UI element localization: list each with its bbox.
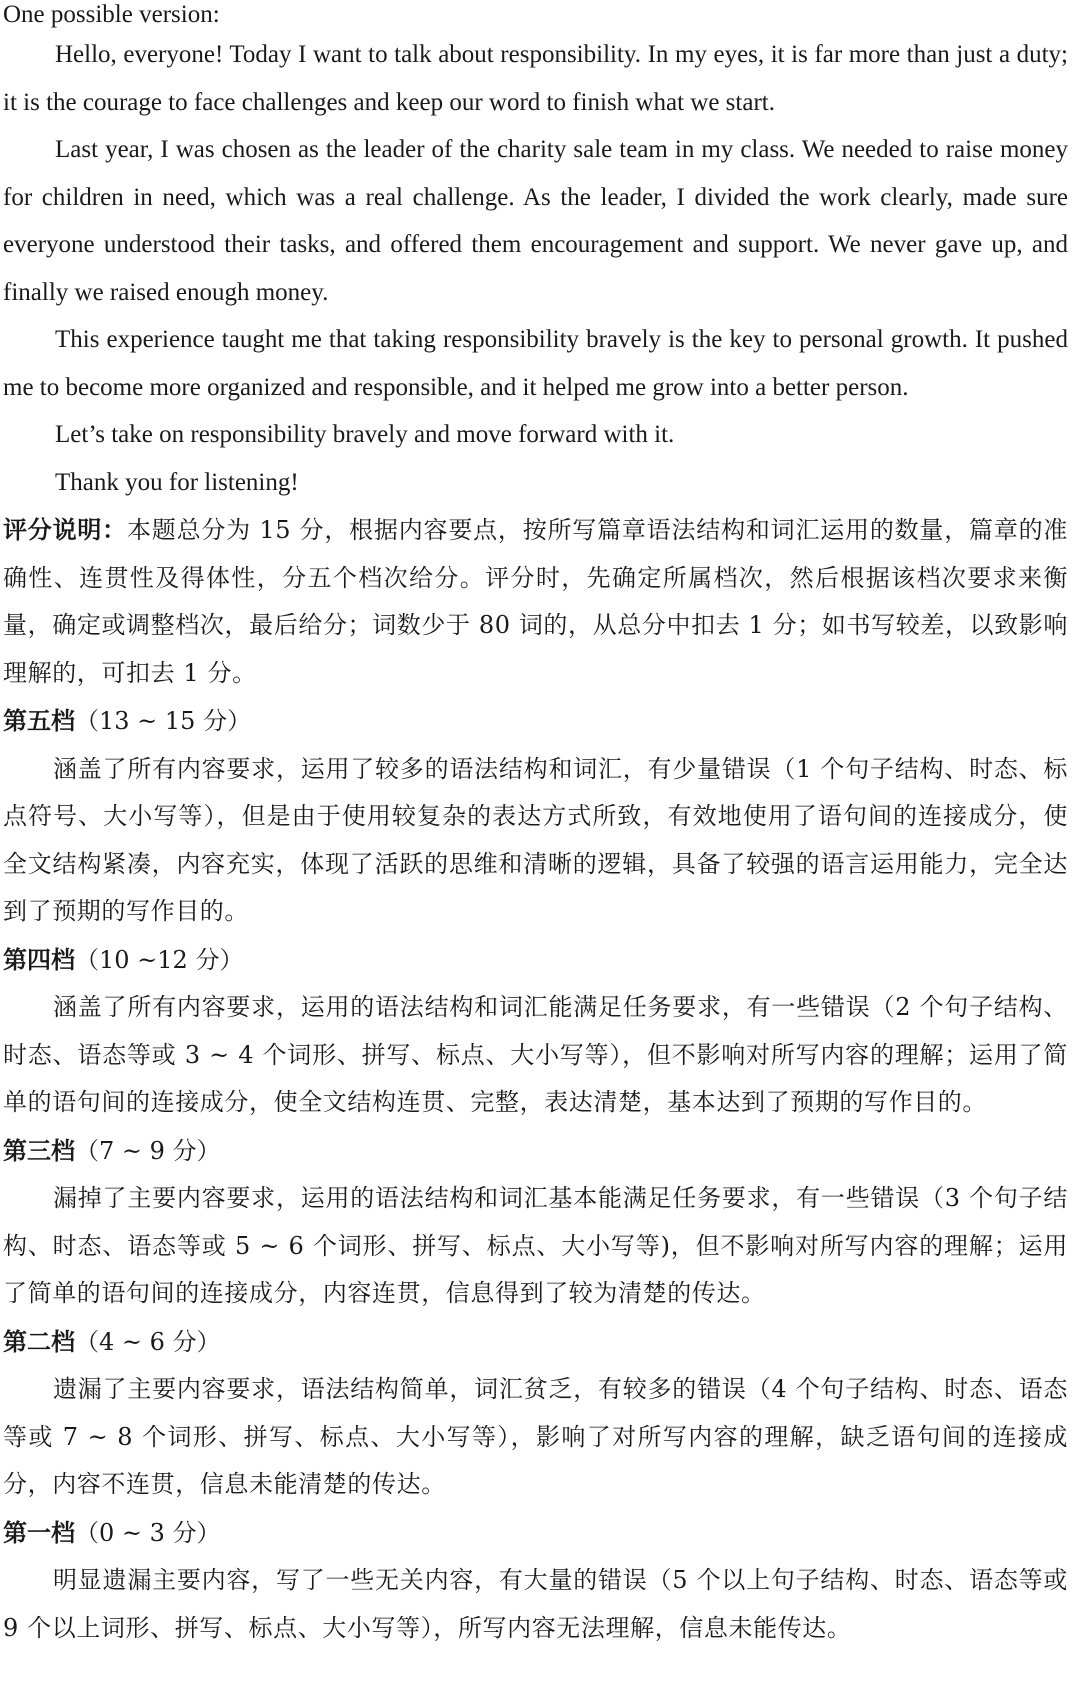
level-name: 第一档 xyxy=(3,1517,75,1547)
level-heading xyxy=(3,1509,1068,1558)
level-name: 第二档 xyxy=(3,1326,75,1356)
level-name: 第四档 xyxy=(3,944,75,974)
level-heading xyxy=(3,1127,1068,1176)
rubric-intro xyxy=(3,506,1068,697)
essay-paragraph: Let’s take on responsibility bravely and move forward with it. xyxy=(55,421,675,448)
essay-paragraph: Thank you for listening! xyxy=(55,468,299,496)
essay-paragraph: This experience taught me that taking responsibility bravely is the key to personal growth. It pushed me to become more organized and responsible, and it helped me grow into a better person. xyxy=(3,326,1068,401)
level-name: 第三档 xyxy=(3,1135,75,1165)
level-name: 第五档 xyxy=(3,706,75,735)
level-heading xyxy=(3,936,1068,985)
level-description: 涵盖了所有内容要求，运用了较多的语法结构和词汇，有少量错误（1 个句子结构、时态、标点符号、大小写等），但是由于使用较复杂的表达方式所致，有效地使用了语句间的连接成分，使全文结构紧凑，内容充实，体现了活跃的思维和清晰的逻辑，具备了较强的语言运用能力，完全达到了预期的写作目的。 xyxy=(3,754,1068,925)
level-description: 涵盖了所有内容要求，运用的语法结构和词汇能满足任务要求，有一些错误（2 个句子结构、时态、语态等或 3 ~ 4 个词形、拼写、标点、大小写等），但不影响对所写内容的理解；运用了简单的语句间的连接成分，使全文结构连贯、完整，表达清楚，基本达到了预期的写作目的。 xyxy=(3,993,1068,1116)
level-heading xyxy=(3,1318,1068,1367)
level-range: （4 ~ 6 分） xyxy=(75,1327,221,1356)
level-description: 漏掉了主要内容要求，运用的语法结构和词汇基本能满足任务要求，有一些错误（3 个句子结构、时态、语态等或 5 ~ 6 个词形、拼写、标点、大小写等)，但不影响对所写内容的理解；运用了简单的语句间的连接成分，内容连贯，信息得到了较为清楚的传达。 xyxy=(3,1184,1068,1307)
rubric-intro-label: 评分说明： xyxy=(3,515,127,544)
level-description: 明显遗漏主要内容，写了一些无关内容，有大量的错误（5 个以上句子结构、时态、语态等或 9 个以上词形、拼写、标点、大小写等），所写内容无法理解，信息未能传达。 xyxy=(3,1566,1068,1642)
rubric-intro-text: 本题总分为 15 分，根据内容要点，按所写篇章语法结构和词汇运用的数量，篇章的准确性、连贯性及得体性，分五个档次给分。评分时，先确定所属档次，然后根据该档次要求来衡量，确定或调整档次，最后给分；词数少于 80 词的，从总分中扣去 1 分；如书写较差，以致影响理解的，可扣去 1 分。 xyxy=(3,516,1069,687)
level-range: （0 ~ 3 分） xyxy=(75,1518,221,1547)
level-range: （7 ~ 9 分） xyxy=(75,1136,221,1165)
level-heading xyxy=(3,697,1068,746)
sample-essay xyxy=(3,31,1068,506)
essay-paragraph: Last year, I was chosen as the leader of the charity sale team in my class. We needed to raise money for children in need, which was a real challenge. As the leader, I divided the work clearly, made sure everyone understood their tasks, and offered them encouragement and support. We never gave up, and finally we raised enough money. xyxy=(3,136,1068,306)
level-range: （13 ~ 15 分） xyxy=(75,707,252,735)
level-range: （10 ~12 分） xyxy=(75,945,244,974)
scoring-rubric xyxy=(3,506,1068,1652)
level-description: 遗漏了主要内容要求，语法结构简单，词汇贫乏，有较多的错误（4 个句子结构、时态、语态等或 7 ~ 8 个词形、拼写、标点、大小写等），影响了对所写内容的理解，缺乏语句间的连接成分，内容不连贯，信息未能清楚的传达。 xyxy=(3,1375,1068,1498)
essay-paragraph: Hello, everyone! Today I want to talk about responsibility. In my eyes, it is far more than just a duty; it is the courage to face challenges and keep our word to finish what we start. xyxy=(3,41,1068,116)
version-label: One possible version: xyxy=(3,1,220,28)
